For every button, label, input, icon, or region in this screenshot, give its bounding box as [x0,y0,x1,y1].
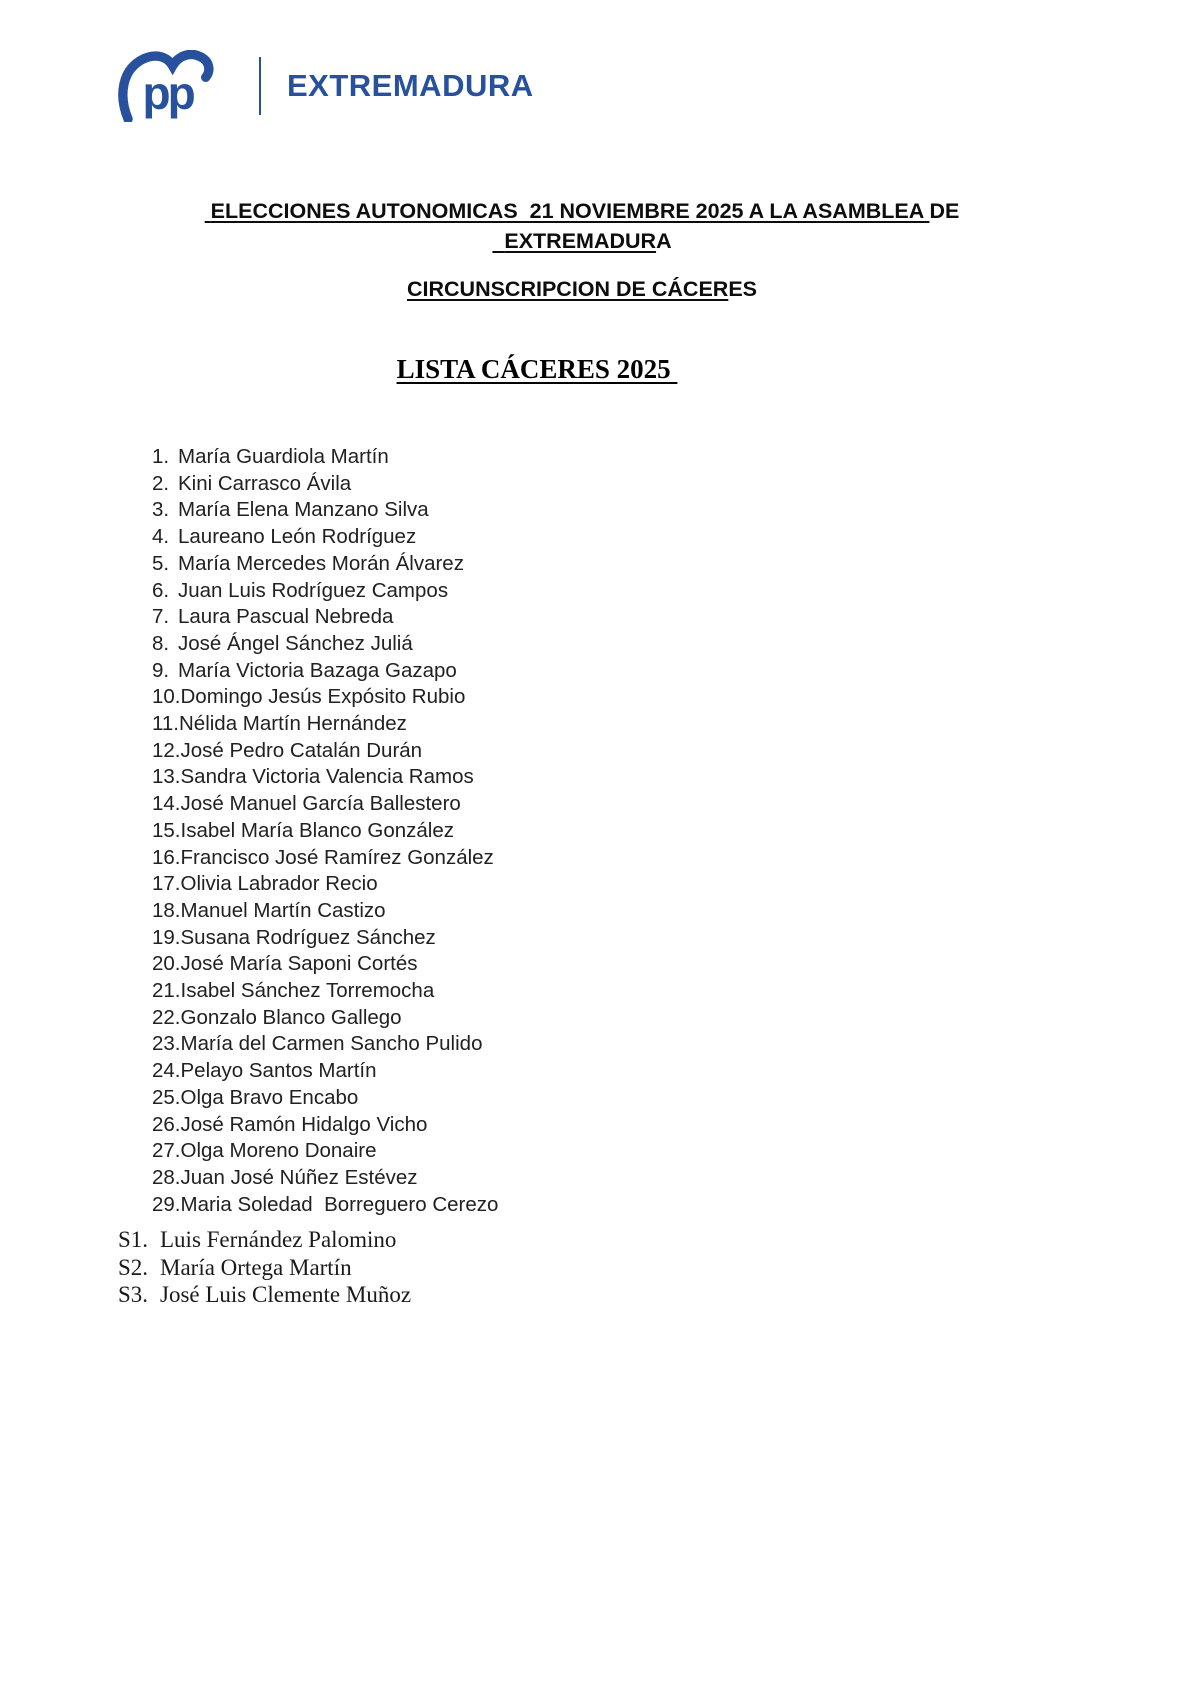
candidate-number: 24. [152,1059,181,1083]
candidate-name: Nélida Martín Hernández [178,712,407,736]
candidate-number: 26. [152,1112,181,1136]
candidate-row [152,978,498,1005]
substitute-label: S2. [118,1254,149,1280]
candidate-number: 3. [152,498,170,522]
candidate-row [152,1112,498,1139]
candidate-number: 25. [152,1085,181,1109]
candidate-number: 7. [152,605,170,629]
candidate-number: 10. [152,685,181,709]
candidate-number: 11. [152,712,179,736]
candidate-name: José Ramón Hidalgo Vicho [180,1112,428,1136]
candidate-name: Francisco José Ramírez González [180,845,494,869]
candidate-row [152,1165,498,1192]
election-title-line1-plain: DE [929,199,960,223]
candidate-name: María Elena Manzano Silva [178,498,429,522]
candidate-number: 2. [152,471,170,495]
substitute-label: S3. [118,1282,149,1307]
candidate-number: 9. [152,658,170,682]
substitute-row [118,1254,411,1282]
candidate-row [152,791,498,818]
candidate-row [152,631,498,658]
candidate-name: Juan Luis Rodríguez Campos [178,578,449,602]
candidate-row [152,738,498,765]
candidate-name: Olga Bravo Encabo [180,1085,359,1109]
candidate-number: 27. [152,1139,181,1163]
district-title-underlined: CIRCUNSCRIPCION DE CÁCER [406,277,729,301]
candidate-row [152,1031,498,1058]
election-title-line1-underlined: ELECCIONES AUTONOMICAS 21 NOVIEMBRE 2025 A LA ASAMBLEA [204,199,930,223]
candidate-row [152,764,498,791]
candidate-name: María Mercedes Morán Álvarez [178,551,464,575]
candidate-number: 6. [152,578,170,602]
candidate-name: María del Carmen Sancho Pulido [180,1032,483,1056]
candidate-row [152,471,498,498]
logo-region-label: EXTREMADURA [287,68,534,103]
candidate-name: Isabel María Blanco González [180,818,454,842]
candidate-number: 8. [152,631,170,655]
candidate-number: 14. [152,792,181,816]
candidate-number: 1. [152,445,170,468]
candidate-list [152,444,498,1218]
candidate-name: Manuel Martín Castizo [180,898,386,922]
candidate-number: 13. [152,765,181,789]
candidate-row [152,871,498,898]
candidate-name: María Victoria Bazaga Gazapo [178,658,457,682]
pp-logo-text: pp [142,67,193,119]
list-title-wrap [0,354,1190,385]
candidate-number: 23. [152,1032,181,1056]
logo-divider [259,57,261,115]
candidate-row [152,604,498,631]
candidate-name: Gonzalo Blanco Gallego [180,1005,402,1029]
substitute-list [118,1226,411,1309]
candidate-number: 12. [152,738,181,762]
candidate-row [152,684,498,711]
candidate-number: 22. [152,1005,181,1029]
candidate-name: Laureano León Rodríguez [178,525,417,549]
candidate-row [152,1058,498,1085]
candidate-number: 20. [152,952,181,976]
candidate-row [152,524,498,551]
election-title-line2-underlined: EXTREMADUR [492,229,657,253]
candidate-name: Kini Carrasco Ávila [178,471,352,495]
candidate-number: 4. [152,525,170,549]
candidate-row [152,578,498,605]
candidate-row [152,898,498,925]
substitute-name: José Luis Clemente Muñoz [160,1282,412,1307]
candidate-number: 29. [152,1192,181,1216]
candidate-row [152,845,498,872]
candidate-row [152,1192,498,1219]
candidate-name: José Pedro Catalán Durán [180,738,423,762]
substitute-name: Luis Fernández Palomino [160,1227,397,1252]
candidate-name: José Manuel García Ballestero [180,792,461,816]
candidate-name: Domingo Jesús Expósito Rubio [180,685,466,709]
candidate-name: Juan José Núñez Estévez [180,1165,418,1189]
candidate-name: Susana Rodríguez Sánchez [180,925,436,949]
candidate-row [152,951,498,978]
candidate-number: 28. [152,1165,181,1189]
candidate-name: Maria Soledad Borreguero Cerezo [180,1192,499,1216]
substitute-name: María Ortega Martín [160,1254,352,1280]
candidate-name: José Ángel Sánchez Juliá [178,631,413,655]
candidate-row [152,497,498,524]
candidate-name: Pelayo Santos Martín [180,1059,377,1083]
candidate-number: 17. [152,872,181,896]
candidate-row [152,818,498,845]
candidate-number: 15. [152,818,181,842]
candidate-name: José María Saponi Cortés [180,952,418,976]
substitute-row [118,1281,411,1309]
candidate-row [152,925,498,952]
candidate-number: 19. [152,925,181,949]
district-title [0,274,1190,304]
candidate-name: Olivia Labrador Recio [180,872,378,896]
party-logo [118,50,534,122]
candidate-name: Laura Pascual Nebreda [178,605,394,629]
candidate-row [152,551,498,578]
candidate-row [152,658,498,685]
candidate-name: Olga Moreno Donaire [180,1139,377,1163]
election-title-line2-plain: A [656,229,672,253]
district-title-plain: ES [728,277,757,301]
candidate-name: Isabel Sánchez Torremocha [180,979,435,1003]
candidate-row [152,1138,498,1165]
candidate-row [152,1005,498,1032]
candidate-row [152,444,498,471]
substitute-row [118,1226,411,1254]
candidate-number: 18. [152,898,181,922]
candidate-row [152,711,498,738]
candidate-name: María Guardiola Martín [178,445,389,468]
election-title [0,196,1190,256]
substitute-label: S1. [118,1227,149,1252]
candidate-number: 21. [152,979,181,1003]
candidate-number: 5. [152,551,170,575]
pp-logo-icon [118,50,233,122]
candidate-row [152,1085,498,1112]
list-title: LISTA CÁCERES 2025 [396,354,678,384]
candidate-name: Sandra Victoria Valencia Ramos [180,765,474,789]
candidate-number: 16. [152,845,181,869]
